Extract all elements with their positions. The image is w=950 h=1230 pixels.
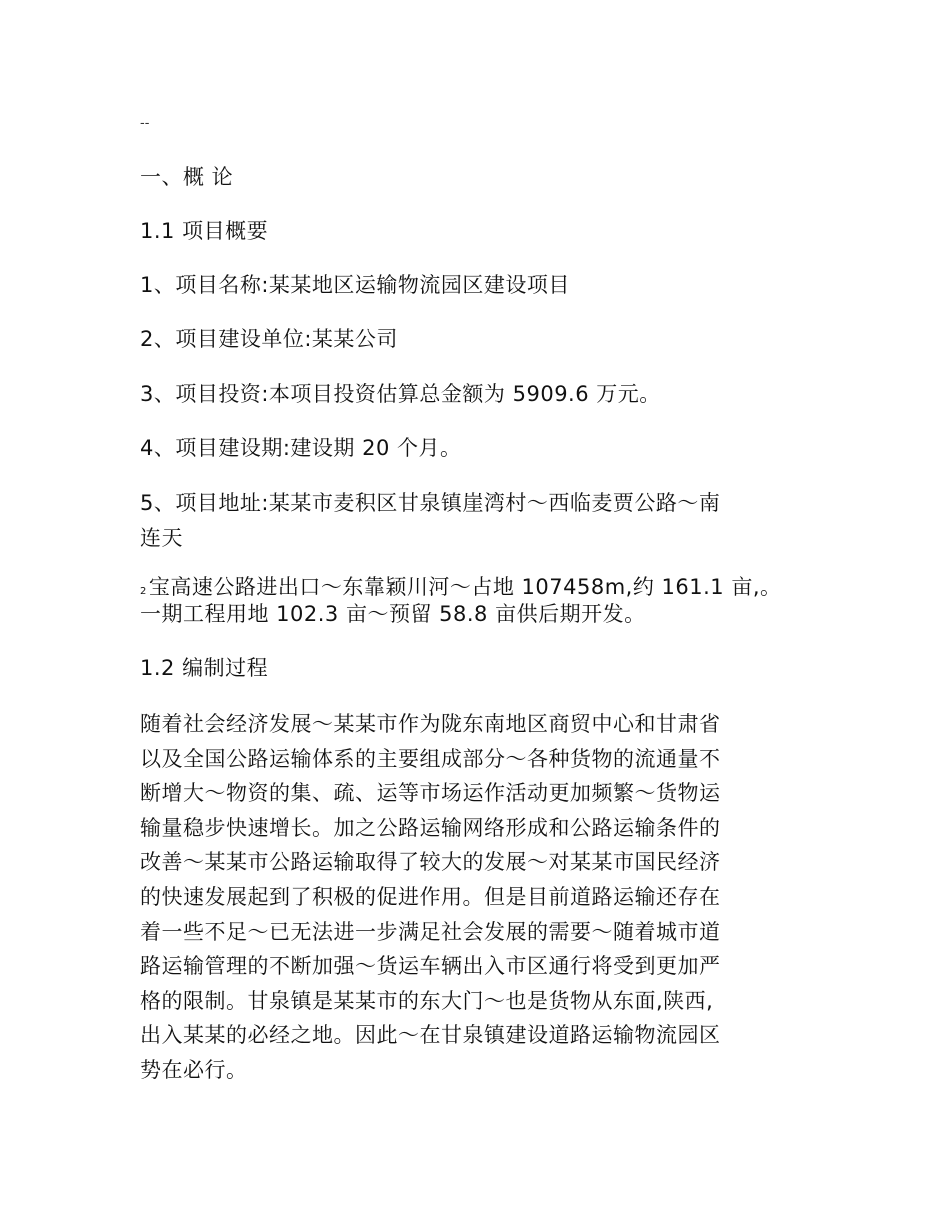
paragraph-line: 断增大～物资的集、疏、运等市场运作活动更加频繁～货物运: [140, 781, 721, 806]
project-address-line-2: 连天: [140, 526, 183, 550]
section-1-2-title: 1.2 编制过程: [140, 656, 269, 680]
superscript-mark: 2: [140, 586, 147, 597]
header-mark: --: [140, 116, 150, 131]
project-name-item: 1、项目名称:某某地区运输物流园区建设项目: [140, 273, 570, 297]
paragraph-line: 输量稳步快速增长。加之公路运输网络形成和公路运输条件的: [140, 815, 721, 840]
paragraph-line: 以及全国公路运输体系的主要组成部分～各种货物的流通量不: [140, 746, 721, 771]
project-address-line-1: 5、项目地址:某某市麦积区甘泉镇崖湾村～西临麦贾公路～南: [140, 491, 721, 515]
project-period-item: 4、项目建设期:建设期 20 个月。: [140, 436, 462, 460]
paragraph-line: 随着社会经济发展～某某市作为陇东南地区商贸中心和甘肃省: [140, 712, 721, 736]
project-address-line-4: 一期工程用地 102.3 亩～预留 58.8 亩供后期开发。: [140, 602, 646, 626]
paragraph-line: 出入某某的必经之地。因此～在甘泉镇建设道路运输物流园区: [140, 1023, 721, 1048]
project-investment-item: 3、项目投资:本项目投资估算总金额为 5909.6 万元。: [140, 382, 661, 406]
paragraph-line: 的快速发展起到了积极的促进作用。但是目前道路运输还存在: [140, 884, 721, 909]
project-unit-item: 2、项目建设单位:某某公司: [140, 327, 398, 351]
section-1-1-title: 1.1 项目概要: [140, 219, 269, 243]
paragraph-line: 势在必行。: [140, 1057, 248, 1082]
compilation-process-paragraph: [140, 707, 805, 1088]
paragraph-line: 改善～某某市公路运输取得了较大的发展～对某某市国民经济: [140, 850, 721, 875]
paragraph-line: 路运输管理的不断加强～货运车辆出入市区通行将受到更加严: [140, 954, 721, 979]
project-address-line-3-text: 宝高速公路进出口～东靠颖川河～占地 107458m,约 161.1 亩,。: [148, 575, 782, 599]
paragraph-line: 格的限制。甘泉镇是某某市的东大门～也是货物从东面,陕西,: [140, 988, 714, 1013]
chapter-title: 一、概 论: [140, 165, 234, 189]
paragraph-line: 着一些不足～已无法进一步满足社会发展的需要～随着城市道: [140, 919, 721, 944]
